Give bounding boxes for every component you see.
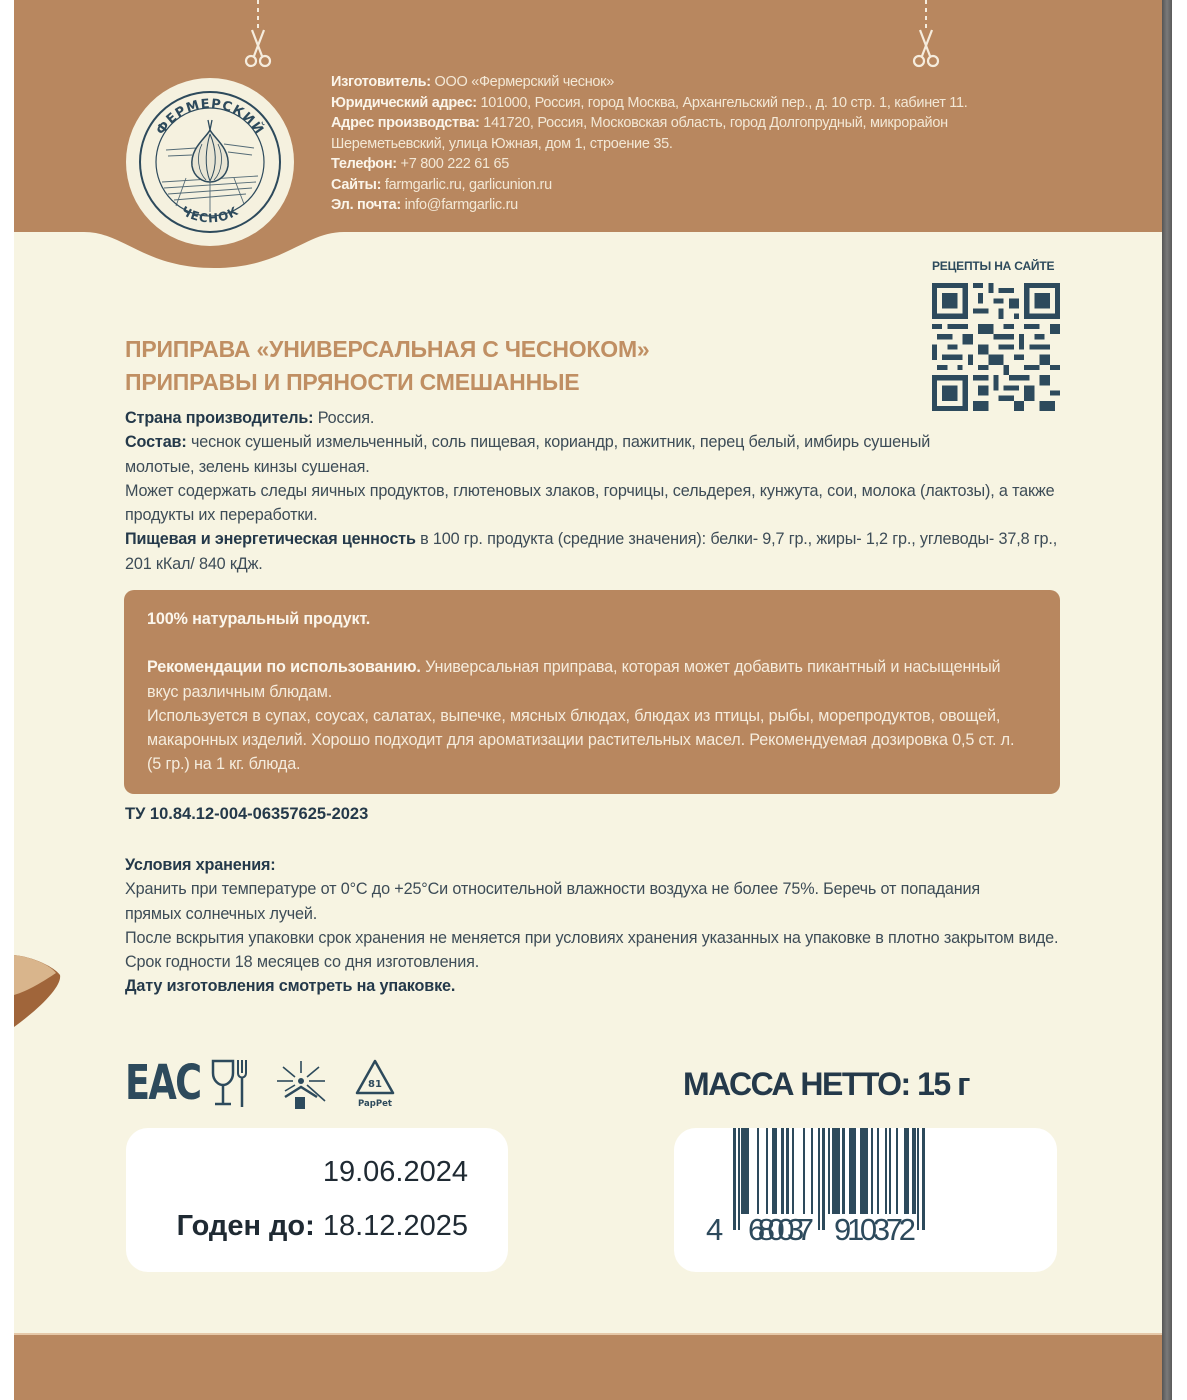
storage-title: Условия хранения: [125,856,276,874]
recycle-81-icon [353,1057,397,1109]
product-details [125,406,1065,576]
label-page [14,0,1162,1400]
bottom-band [14,1333,1162,1400]
date-box [126,1128,508,1272]
certification-marks [125,1055,397,1110]
composition-label: Состав: [125,433,187,452]
svg-text:680037: 680037 [748,1212,814,1247]
svg-text:81: 81 [368,1078,382,1090]
email-value: info@farmgarlic.ru [400,197,518,213]
production-date: 19.06.2024 [322,1156,468,1188]
phone-value: +7 800 222 61 65 [396,156,510,172]
eac-icon: ЕАС [125,1054,201,1111]
natural-product-text: 100% натуральный продукт. [147,610,371,628]
product-title-line-2: ПРИПРАВЫ И ПРЯНОСТИ СМЕШАННЫЕ [125,369,580,395]
storage-line-4: Дату изготовления смотреть на упаковке. [125,977,456,996]
composition-value: чеснок сушеный измельченный, соль пищевая, кориандр, пажитник, перец белый, имбирь сушеный молотые, зелень кинзы сушеная. [125,433,931,476]
usage-text: Используется в супах, соусах, салатах, выпечке, мясных блюдах, блюдах из птицы, рыбы, морепродуктов, овощей, макаронных изделий. Хорошо подходит для ароматизации растительных масел. Рекомендуемая дозировка 0,5 ст. л. (5 гр.) на 1 кг. блюда. [147,706,1015,774]
svg-text:PapPet: PapPet [358,1098,392,1109]
country-value: Россия. [313,409,375,427]
phone-label: Телефон: [331,156,397,172]
storage-line-3: Срок годности 18 месяцев со дня изготовления. [125,953,480,972]
tu-code: ТУ 10.84.12-004-06357625-2023 [125,805,369,823]
manufacturer-info [331,72,1071,216]
brand-logo [126,78,294,246]
country-label: Страна производитель: [125,409,314,427]
allergens-text: Может содержать следы яичных продуктов, глютеновых злаков, горчицы, сельдерея, кунжута, сои, молока (лактозы), а также продукты их переработки. [125,481,1055,525]
garlic-logo-icon [126,78,294,246]
scissors-icon [909,0,943,72]
cutting-board-image [14,945,64,1035]
svg-text:ФЕРМЕРСКИЙ: ФЕРМЕРСКИЙ [153,96,267,138]
svg-text:ЧЕСНОК: ЧЕСНОК [178,203,242,226]
net-weight: МАССА НЕТТО: 15 г [683,1066,969,1102]
legal-address-label: Юридический адрес: [331,94,477,111]
product-title [125,333,650,399]
sites-label: Сайты: [331,176,382,193]
sites-value: farmgarlic.ru, garlicunion.ru [381,176,552,193]
product-title-line-1: ПРИПРАВА «УНИВЕРСАЛЬНАЯ С ЧЕСНОКОМ» [125,336,650,362]
maker-value: ООО «Фермерский чеснок» [430,74,614,90]
keep-away-from-sunlight-icon [273,1057,329,1109]
legal-address-value: 101000, Россия, город Москва, Архангельский пер., д. 10 стр. 1, кабинет 11. [476,94,968,111]
recommendations-text: Универсальная приправа, которая может добавить пикантный и насыщенный вкус различным блюдам. [147,658,1001,701]
production-address-value-2: Шереметьевский, улица Южная, дом 1, строение 35. [331,135,673,152]
nutrition-label: Пищевая и энергетическая ценность [125,530,416,549]
document-edge [1162,0,1172,1400]
production-address-label: Адрес производства: [331,115,480,131]
email-label: Эл. почта: [331,197,401,213]
storage-line-2: После вскрытия упаковки срок хранения не меняется при условиях хранения указанных на упаковке в плотно закрытом виде. [125,928,1059,947]
expiry-label: Годен до: [176,1210,315,1242]
maker-label: Изготовитель: [331,74,431,90]
production-address-value: 141720, Россия, Московская область, город Долгопрудный, микрорайон [479,115,948,131]
nutrition-value: в 100 гр. продукта (средние значения): белки- 9,7 гр., жиры- 1,2 гр., углеводы- 37,8 гр., 201 кКал/ 840 кДж. [125,530,1058,573]
barcode-icon [674,1128,1057,1272]
storage-line-1: Хранить при температуре от 0°С до +25°Си относительной влажности воздуха не более 75%. Беречь от попадания прямых солнечных лучей. [125,880,981,923]
recommendations-label: Рекомендации по использованию. [147,658,421,677]
glass-fork-icon [209,1057,249,1109]
qr-code-icon [932,283,1060,411]
barcode-box [674,1128,1057,1272]
storage-conditions [125,853,1065,999]
scissors-icon [241,0,275,72]
svg-text:910372: 910372 [834,1212,916,1247]
usage-box [124,590,1060,794]
qr-label: РЕЦЕПТЫ НА САЙТЕ [932,259,1055,273]
expiry-date: 18.12.2025 [314,1210,468,1242]
svg-text:4: 4 [706,1212,724,1247]
